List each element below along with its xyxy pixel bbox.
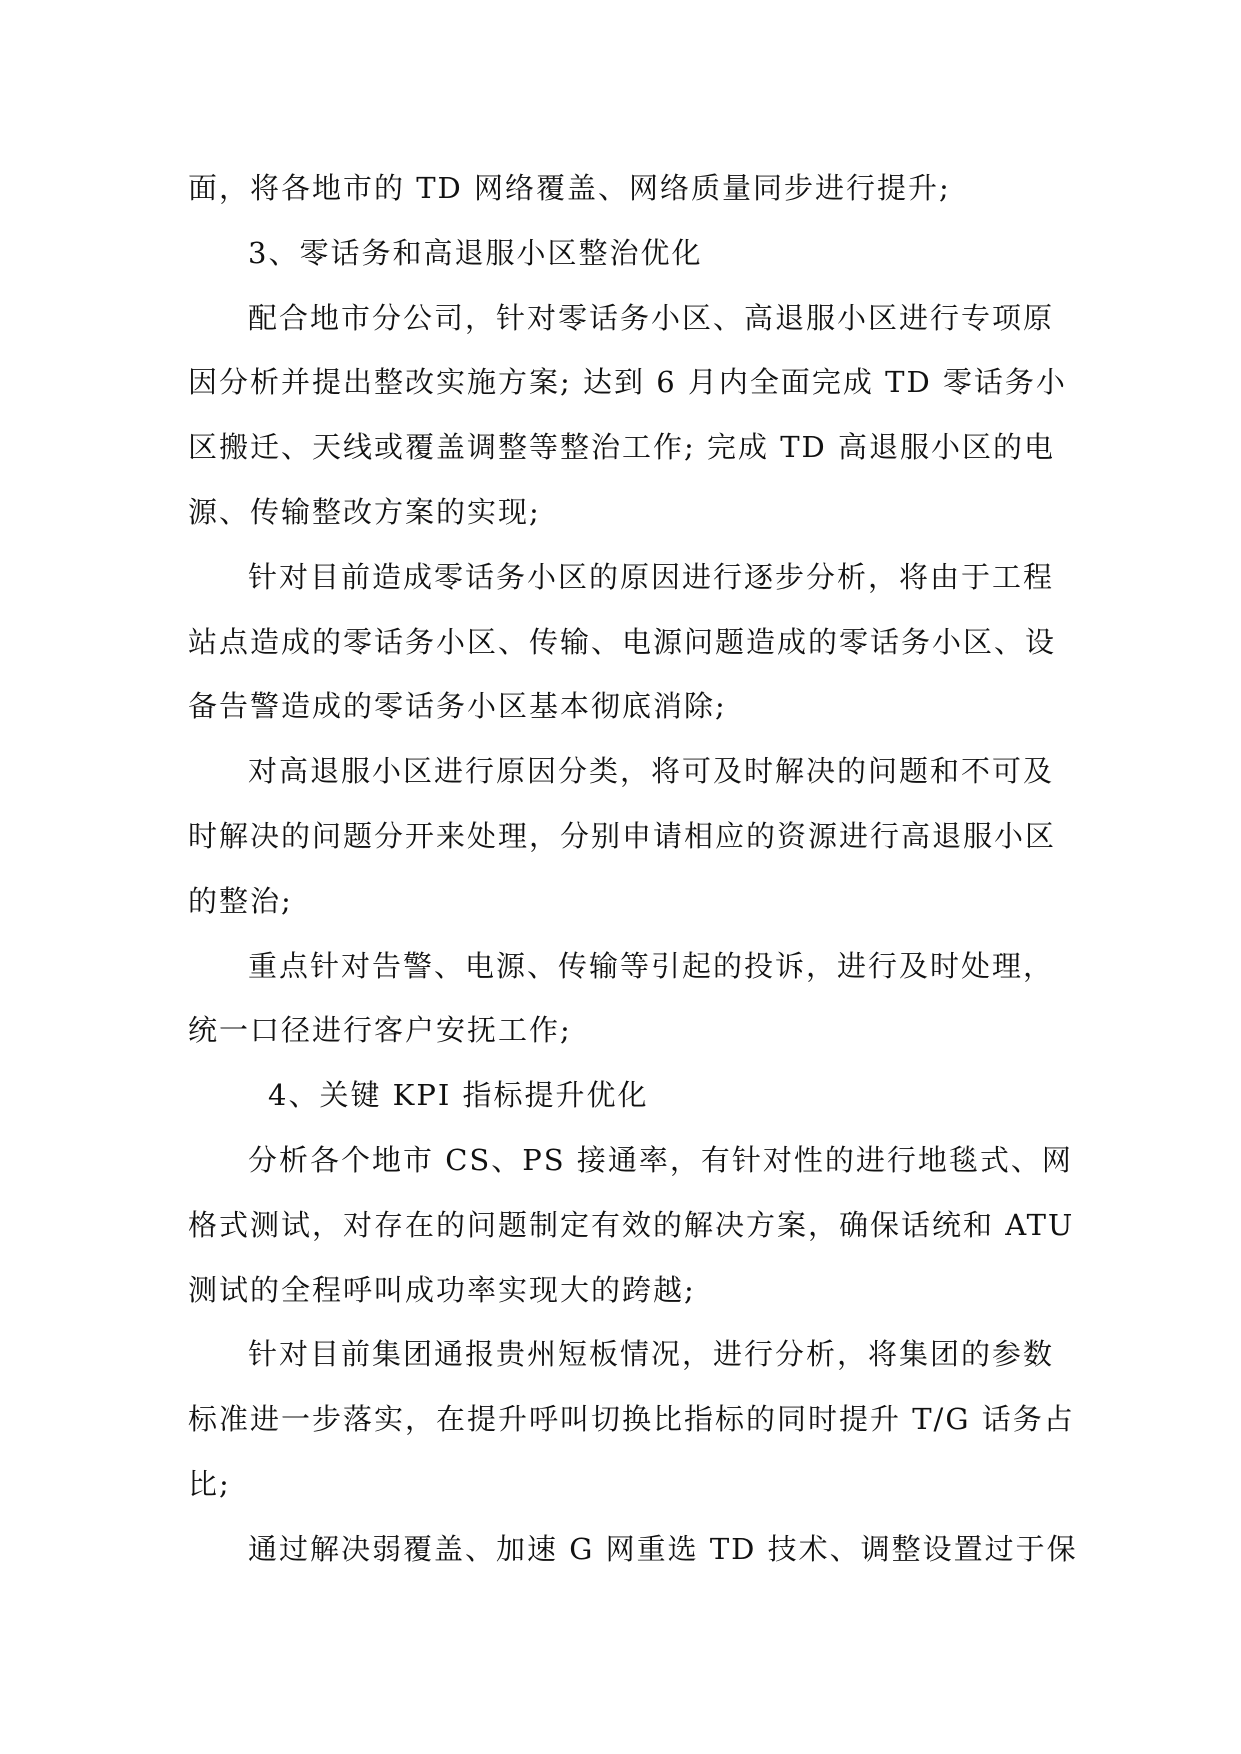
text-line: 源、传输整改方案的实现;	[188, 494, 541, 529]
text-line: 面，将各地市的 TD 网络覆盖、网络质量同步进行提升;	[188, 171, 951, 205]
body-text	[188, 156, 1078, 1582]
text-line: 配合地市分公司，针对零话务小区、高退服小区进行专项原	[248, 300, 1055, 335]
text-line: 分析各个地市 CS、PS 接通率，有针对性的进行地毯式、网	[248, 1142, 1073, 1177]
text-line: 因分析并提出整改实施方案; 达到 6 月内全面完成 TD 零话务小	[188, 365, 1067, 400]
text-line: 格式测试，对存在的问题制定有效的解决方案，确保话统和 ATU	[188, 1207, 1075, 1242]
text-line: 针对目前集团通报贵州短板情况，进行分析，将集团的参数	[248, 1337, 1055, 1372]
text-line: 统一口径进行客户安抚工作;	[188, 1013, 572, 1048]
text-line: 对高退服小区进行原因分类，将可及时解决的问题和不可及	[248, 754, 1055, 789]
text-line: 区搬迁、天线或覆盖调整等整治工作; 完成 TD 高退服小区的电	[188, 430, 1056, 465]
section-heading: 3、零话务和高退服小区整治优化	[248, 235, 703, 270]
text-line: 的整治;	[188, 883, 293, 918]
text-line: 标准进一步落实，在提升呼叫切换比指标的同时提升 T/G 话务占	[188, 1402, 1075, 1437]
text-line: 重点针对告警、电源、传输等引起的投诉，进行及时处理，	[248, 948, 1055, 983]
text-line: 针对目前造成零话务小区的原因进行逐步分析，将由于工程	[248, 559, 1055, 594]
text-line: 测试的全程呼叫成功率实现大的跨越;	[188, 1272, 696, 1307]
text-line: 时解决的问题分开来处理，分别申请相应的资源进行高退服小区	[188, 818, 1057, 853]
text-line: 比;	[188, 1466, 231, 1501]
text-line: 备告警造成的零话务小区基本彻底消除;	[188, 689, 727, 724]
section-heading: 4、关键 KPI 指标提升优化	[268, 1078, 649, 1113]
text-line: 站点造成的零话务小区、传输、电源问题造成的零话务小区、设	[188, 624, 1057, 659]
text-line: 通过解决弱覆盖、加速 G 网重选 TD 技术、调整设置过于保	[248, 1531, 1078, 1566]
